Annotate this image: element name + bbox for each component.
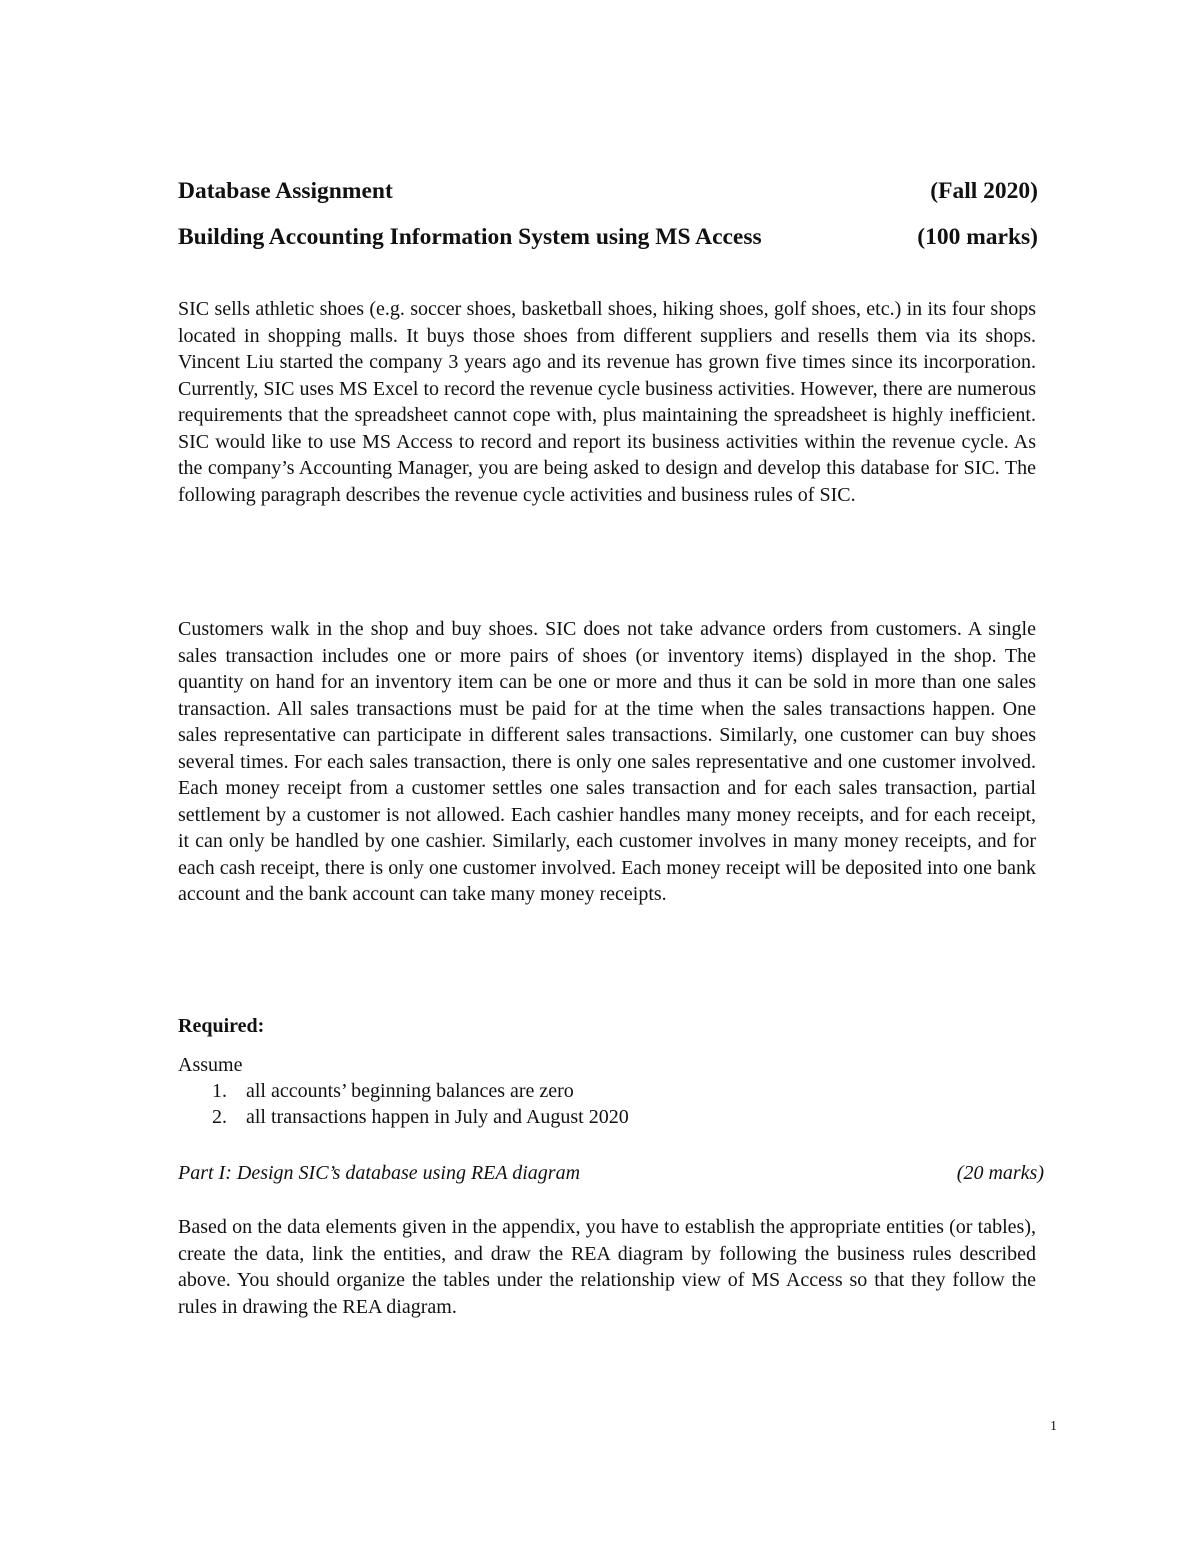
list-item-text: all transactions happen in July and August 2020 bbox=[246, 1106, 629, 1128]
list-item bbox=[178, 1104, 629, 1130]
total-marks-label: (100 marks) bbox=[917, 224, 1038, 250]
business-rules-paragraph: Customers walk in the shop and buy shoes. SIC does not take advance orders from customers. A single sales transaction includes one or more pairs of shoes (or inventory items) displayed in the shop. The quantity on hand for an inventory item can be one or more and thus it can be sold in more than one sales transaction. All sales transactions must be paid for at the time when the sales transactions happen. One sales representative can participate in different sales transactions. Similarly, one customer can buy shoes several times. For each sales transaction, there is only one sales representative and one customer involved. Each money receipt from a customer settles one sales transaction and for each sales transaction, partial settlement by a customer is not allowed. Each cashier handles many money receipts, and for each receipt, it can only be handled by one cashier. Similarly, each customer involves in many money receipts, and for each cash receipt, there is only one customer involved. Each money receipt will be deposited into one bank account and the bank account can take many money receipts. bbox=[178, 618, 1036, 905]
document-subtitle: Building Accounting Information System using MS Access bbox=[178, 224, 762, 250]
list-item-number: 2. bbox=[212, 1106, 227, 1128]
intro-paragraph: SIC sells athletic shoes (e.g. soccer shoes, basketball shoes, hiking shoes, golf shoes, etc.) in its four shops located in shopping malls. It buys those shoes from different suppliers and resells them via its shops. Vincent Liu started the company 3 years ago and its revenue has grown five times since its incorporation. Currently, SIC uses MS Excel to record the revenue cycle business activities. However, there are numerous requirements that the spreadsheet cannot cope with, plus maintaining the spreadsheet is highly inefficient. SIC would like to use MS Access to record and report its business activities within the revenue cycle. As the company’s Accounting Manager, you are being asked to design and develop this database for SIC. The following paragraph describes the revenue cycle activities and business rules of SIC. bbox=[178, 298, 1036, 506]
part1-marks: (20 marks) bbox=[956, 1162, 1044, 1184]
subtitle-row bbox=[178, 222, 1038, 252]
title-row bbox=[178, 176, 1038, 206]
required-heading: Required: bbox=[178, 1015, 265, 1037]
part1-title: Part I: Design SIC’s database using REA diagram bbox=[178, 1162, 581, 1184]
list-item bbox=[178, 1078, 629, 1104]
assume-label: Assume bbox=[178, 1054, 243, 1076]
term-label: (Fall 2020) bbox=[930, 178, 1038, 204]
page-number: 1 bbox=[1050, 1419, 1057, 1434]
list-item-number: 1. bbox=[212, 1080, 227, 1102]
part1-body-paragraph: Based on the data elements given in the appendix, you have to establish the appropriate entities (or tables), create the data, link the entities, and draw the REA diagram by following the business rules described above. You should organize the tables under the relationship view of MS Access so that they follow the rules in drawing the REA diagram. bbox=[178, 1216, 1036, 1318]
list-item-text: all accounts’ beginning balances are zero bbox=[246, 1080, 574, 1102]
document-title: Database Assignment bbox=[178, 178, 393, 204]
part1-heading-row bbox=[178, 1160, 1044, 1186]
assumptions-list bbox=[178, 1078, 629, 1130]
